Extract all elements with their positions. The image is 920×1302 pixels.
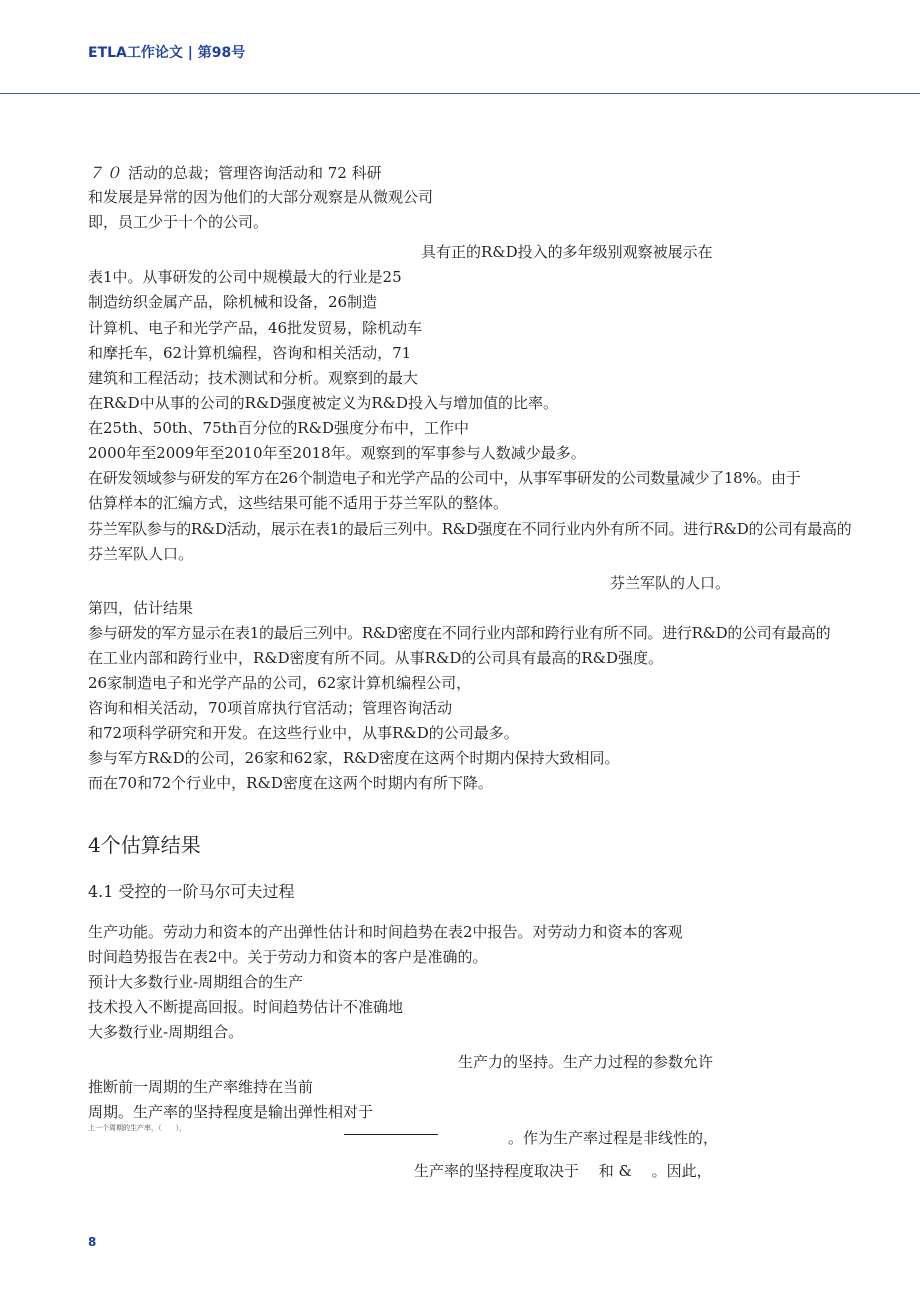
header-divider bbox=[0, 93, 920, 94]
body-line: 在研发领域参与研发的军方在26个制造电子和光学产品的公司中，从事军事研发的公司数量减少了18%。由于 bbox=[88, 469, 801, 487]
section-heading: 4个估算结果 bbox=[88, 833, 201, 857]
body-line: 时间趋势报告在表2中。关于劳动力和资本的客户是准确的。 bbox=[88, 948, 488, 966]
body-line: 具有正的R&D投入的多年级别观察被展示在 bbox=[421, 243, 713, 261]
body-line: 即，员工少于十个的公司。 bbox=[88, 213, 269, 231]
footnote: 上一个周期的生产率，（ ）， bbox=[88, 1124, 186, 1132]
body-line: 参与研发的军方显示在表1的最后三列中。R&D密度在不同行业内部和跨行业有所不同。进行R&D的公司有最高的 bbox=[88, 624, 831, 642]
body-line: 计算机、电子和光学产品，46批发贸易，除机动车 bbox=[88, 319, 423, 337]
body-line: 推断前一周期的生产率维持在当前 bbox=[88, 1078, 314, 1096]
body-line: 制造纺织金属产品，除机械和设备，26制造 bbox=[88, 293, 378, 311]
body-line: 而在70和72个行业中，R&D密度在这两个时期内有所下降。 bbox=[88, 774, 493, 792]
body-line: 生产力的坚持。生产力过程的参数允许 bbox=[458, 1053, 714, 1071]
body-line: 26家制造电子和光学产品的公司，62家计算机编程公司， bbox=[88, 674, 472, 692]
subsection-heading: 4.1 受控的一阶马尔可夫过程 bbox=[88, 882, 295, 901]
body-line: 2000年至2009年至2010年至2018年。观察到的军事参与人数减少最多。 bbox=[88, 444, 586, 462]
body-line: 估算样本的汇编方式，这些结果可能不适用于芬兰军队的整体。 bbox=[88, 494, 509, 512]
body-line: 技术投入不断提高回报。时间趋势估计不准确地 bbox=[88, 998, 404, 1016]
body-line: 和摩托车，62计算机编程，咨询和相关活动，71 bbox=[88, 344, 412, 362]
body-line: 建筑和工程活动；技术测试和分析。观察到的最大 bbox=[88, 369, 419, 387]
fraction-rule bbox=[344, 1134, 438, 1135]
body-line: 芬兰军队人口。 bbox=[88, 545, 194, 563]
body-line: 生产率的坚持程度取决于 和 & 。因此， bbox=[414, 1162, 712, 1180]
body-line: 生产功能。劳动力和资本的产出弹性估计和时间趋势在表2中报告。对劳动力和资本的客观 bbox=[88, 923, 683, 941]
body-line: 和72项科学研究和开发。在这些行业中，从事R&D的公司最多。 bbox=[88, 724, 519, 742]
body-line-lead: ７０ bbox=[88, 164, 125, 182]
body-line-rest: 活动的总裁；管理咨询活动和 72 科研 bbox=[128, 164, 382, 182]
body-line: 芬兰军队参与的R&D活动，展示在表1的最后三列中。R&D强度在不同行业内外有所不同。进行R&D的公司有最高的 bbox=[88, 520, 852, 538]
header-title: ETLA工作论文 | 第98号 bbox=[88, 45, 246, 61]
body-line bbox=[88, 163, 382, 183]
body-line: 表1中。从事研发的公司中规模最大的行业是25 bbox=[88, 268, 402, 286]
body-line: 芬兰军队的人口。 bbox=[610, 574, 731, 592]
body-line: 在工业内部和跨行业中，R&D密度有所不同。从事R&D的公司具有最高的R&D强度。 bbox=[88, 649, 664, 667]
body-line: 在25th、50th、75th百分位的R&D强度分布中，工作中 bbox=[88, 419, 470, 437]
body-line: 周期。生产率的坚持程度是输出弹性相对于 bbox=[88, 1103, 374, 1121]
body-line: 和发展是异常的因为他们的大部分观察是从微观公司 bbox=[88, 188, 434, 206]
body-line: 咨询和相关活动，70项首席执行官活动；管理咨询活动 bbox=[88, 699, 453, 717]
body-line: 。作为生产率过程是非线性的， bbox=[508, 1129, 719, 1147]
body-line: 在R&D中从事的公司的R&D强度被定义为R&D投入与增加值的比率。 bbox=[88, 394, 559, 412]
body-line: 预计大多数行业-周期组合的生产 bbox=[88, 973, 304, 991]
body-line: 参与军方R&D的公司，26家和62家，R&D密度在这两个时期内保持大致相同。 bbox=[88, 749, 620, 767]
page-number: 8 bbox=[88, 1235, 97, 1249]
body-line: 第四，估计结果 bbox=[88, 599, 194, 617]
body-line: 大多数行业-周期组合。 bbox=[88, 1023, 244, 1041]
